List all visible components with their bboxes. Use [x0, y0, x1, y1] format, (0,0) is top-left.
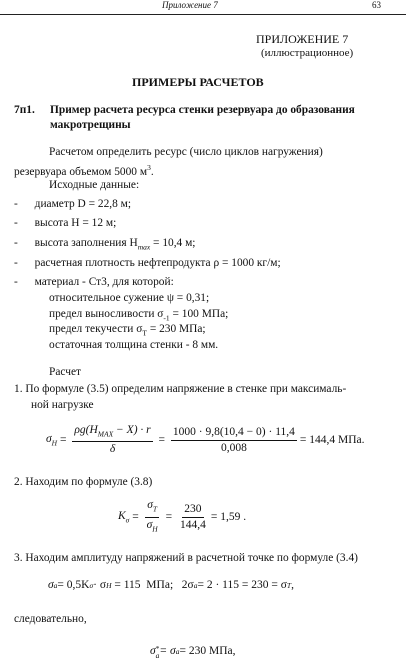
consequently-text: следовательно, — [14, 613, 87, 625]
given-item-fill-height: - высота заполнения $H_{max} = 10,4$ м; — [14, 237, 196, 252]
given-item-height: - высота H = 12 м; — [14, 217, 117, 229]
step2-text: 2. Находим по формуле (3.8) — [14, 476, 153, 488]
running-title: Приложение 7 — [162, 0, 218, 10]
given-item-diameter: - диаметр D = 22,8 м; — [14, 198, 132, 210]
material-endurance-limit: предел выносливости $\sigma_{-1} = 100$ МПа; — [49, 308, 229, 323]
step1-line2: ной нагрузке — [31, 399, 94, 411]
step1-line1: 1. По формуле (3.5) определим напряжение в стенке при максималь- — [14, 383, 347, 395]
calc-heading: Расчет — [49, 366, 81, 378]
formula-stress-numeric-fraction: $\frac{1000 \cdot 9,8(10,4 - 0) \cdot 11,4}{0,008}$ — [172, 425, 295, 454]
section-title: ПРИМЕРЫ РАСЧЕТОВ — [132, 75, 264, 89]
intro-line1: Расчетом определить ресурс (число циклов нагружения) — [49, 146, 323, 158]
formula-stress-symbolic-fraction: $\frac{\rho g(H_{MAX} - X) \cdot r}{\delta}$ — [74, 423, 151, 456]
material-narrowing: относительное сужение ψ = 0,31; — [49, 292, 210, 304]
example-title-line2: макротрещины — [50, 119, 131, 131]
formula-final-amplitude: σ * a = σ a = 230 МПа, — [150, 644, 236, 660]
material-yield-strength: предел текучести $\sigma_T = 230$ МПа; — [49, 323, 206, 338]
running-header — [0, 0, 406, 15]
step3-text: 3. Находим амплитуду напряжений в расчетной точке по формуле (3.4) — [14, 552, 358, 564]
formula-k-symbolic-fraction: $\frac{\sigma_T}{\sigma_H}$ — [146, 499, 158, 533]
appendix-subtitle: (иллюстрационное) — [261, 47, 354, 59]
formula-amplitude: σ a = 0,5K σ · σ H = 115 МПа; 2σ a = 2 · 115 = 230 = σ T , — [48, 579, 294, 591]
appendix-title: ПРИЛОЖЕНИЕ 7 — [256, 32, 349, 46]
material-residual-thickness: остаточная толщина стенки - 8 мм. — [49, 339, 219, 351]
given-heading: Исходные данные: — [49, 179, 140, 191]
formula-k-numeric-fraction: $\frac{230}{144,4}$ — [179, 502, 206, 531]
given-item-density: - расчетная плотность нефтепродукта ρ = 1000 кг/м; — [14, 257, 281, 269]
given-item-material: - материал - Ст3, для которой: — [14, 276, 174, 288]
page-number: 63 — [372, 0, 381, 10]
intro-line2: резервуара объемом 5000 $м^3$. — [14, 163, 154, 178]
formula-stress: $\sigma_H$ = $\frac{\rho g(H_{MAX} - X) \cdot r}{\delta}$ = $\frac{1000 \cdot 9,8(10,4 - 0) \cdot 11,4}{0,008}$ = 144,4 МПа. — [46, 423, 365, 456]
formula-k-sigma: $K_\sigma$ = $\frac{\sigma_T}{\sigma_H}$ = $\frac{230}{144,4}$ = 1,59 . — [118, 499, 247, 533]
example-title-line1: Пример расчета ресурса стенки резервуара до образования — [50, 104, 355, 116]
example-number: 7п1. — [14, 104, 35, 116]
